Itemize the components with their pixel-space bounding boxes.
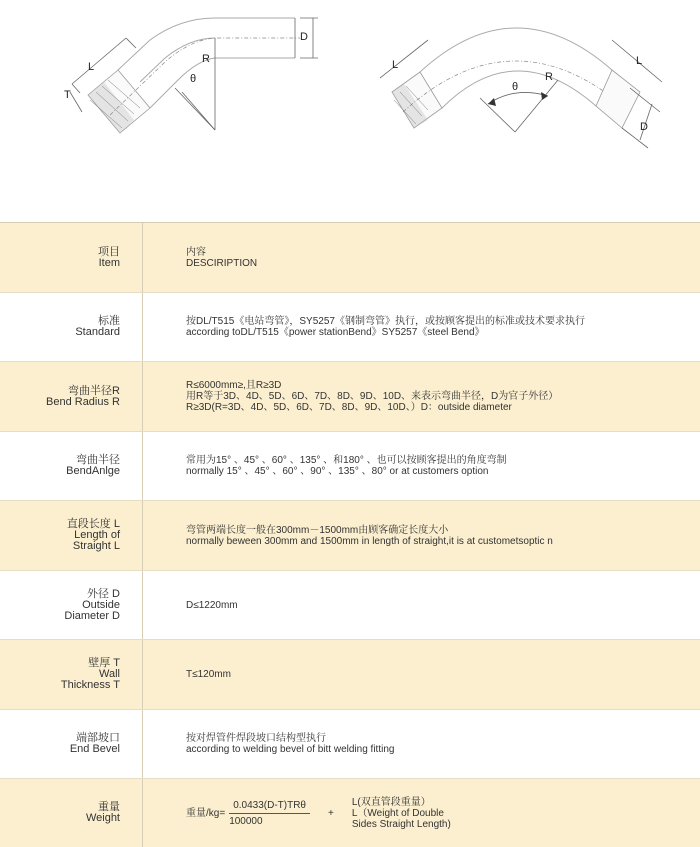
row-content-line: 常用为15° 、45° 、60° 、135° 、和180° 、也可以按顾客提出的角度弯制 [186,455,507,466]
row-label-cn: 端部坡口 [76,732,120,744]
row-label-en: Bend Radius R [46,395,120,408]
row-label [0,501,142,570]
row-content-line: according toDL/T515《power stationBend》SY5257《steel Bend》 [186,327,485,338]
left-bend-diagram [64,18,318,133]
right-label-L1: L [392,59,399,71]
table-row-end-bevel [0,709,700,778]
formula-denominator: 100000 [229,815,263,827]
formula-fraction [229,800,310,827]
right-label-D: D [640,121,648,133]
formula-rhs-line: L（Weight of Double [351,807,444,819]
row-content-line: D≤1220mm [186,599,238,611]
table-row-weight [0,778,700,847]
row-label-en: Length of [74,529,120,541]
row-label-en: Outside [82,598,120,611]
row-content-line: R≥3D(R=3D、4D、5D、6D、7D、8D、9D、10D、）D：outside diameter [186,402,512,413]
table-row-outside-diameter [0,570,700,639]
right-label-R: R [545,71,553,83]
table-row-standard [0,292,700,361]
row-label-cn: 壁厚 T [88,657,120,669]
left-label-theta: θ [190,73,197,85]
row-label-en: BendAnlge [66,465,120,477]
row-label-en: End Bevel [69,743,120,755]
formula-rhs-line: L(双直管段重量） [351,796,431,808]
formula-numerator: 0.0433(D-T)TRθ [229,800,310,814]
row-content [143,432,700,500]
row-content-line: DESCIRIPTION [186,257,258,269]
row-label [0,362,142,431]
left-label-R: R [202,53,210,65]
row-label-cn: 弯曲半径 [76,454,120,466]
row-content-line: normally beween 300mm and 1500mm in length of straight,it is at custometsoptic n [186,535,553,547]
formula-plus: + [328,807,334,819]
row-content-line: R≤6000mm≥,且R≥3D [186,380,282,391]
row-content [143,501,700,570]
row-label-cn: 标准 [98,315,120,327]
row-label [0,571,142,639]
row-content-line: T≤120mm [186,669,231,680]
row-content [143,223,700,292]
row-label [0,640,142,709]
row-label-cn: 直段长度 L [66,518,120,530]
row-content [143,710,700,778]
formula-rhs-line: Sides Straight Length) [351,818,451,830]
row-label [0,223,142,292]
row-label-en: Item [98,256,120,269]
row-label-en: Standard [75,326,120,338]
formula-rhs [352,797,451,830]
right-label-L2: L [636,55,643,67]
row-content-line: according to welding bevel of bitt welding fitting [186,744,395,755]
right-bend-diagram [380,28,662,148]
row-content [143,362,700,431]
table-row-straight-length [0,500,700,570]
row-content-line: 弯管两端长度一般在300mm－1500mm由顾客确定长度大小 [186,524,449,536]
row-label-en: Wall [99,668,120,680]
row-label-cn: 项目 [98,245,120,258]
row-label-en: Thickness T [60,679,120,691]
row-content [143,640,700,709]
table-row-bend-radius [0,361,700,431]
spec-table [0,222,700,847]
row-content-line: 内容 [186,246,206,258]
row-content [143,779,700,847]
row-label-en: Diameter D [64,609,120,622]
row-content-line: 按对焊管件焊段坡口结构型执行 [186,733,326,744]
weight-formula [186,797,700,830]
table-row-wall-thickness [0,639,700,709]
row-label-en: Weight [85,812,120,824]
formula-lhs: 重量/kg= [186,807,226,819]
row-label [0,710,142,778]
bend-diagrams [0,0,700,222]
table-row-bend-angle [0,431,700,500]
row-label-cn: 外径 D [87,587,120,600]
row-content-line: normally 15° 、45° 、60° 、90° 、135° 、80° or at customers option [186,466,489,477]
row-content-line: 用R等于3D、4D、5D、6D、7D、8D、9D、10D、来表示弯曲半径，D为官子外径） [186,391,559,402]
row-label [0,293,142,361]
row-label-en: Straight L [72,540,120,552]
bend-diagrams-svg [0,0,700,222]
row-content [143,571,700,639]
row-label-cn: 弯曲半径R [68,384,120,397]
row-label-cn: 重量 [98,801,120,813]
row-content [143,293,700,361]
row-label [0,779,142,847]
left-label-D: D [300,31,308,43]
left-label-L: L [88,61,95,73]
row-content-line: 按DL/T515《电站弯管》，SY5257《钢制弯管》执行，或按顾客提出的标准或技术要求执行 [186,316,585,327]
right-label-theta: θ [512,81,519,93]
table-row-item [0,223,700,292]
left-label-T: T [64,89,71,101]
row-label [0,432,142,500]
